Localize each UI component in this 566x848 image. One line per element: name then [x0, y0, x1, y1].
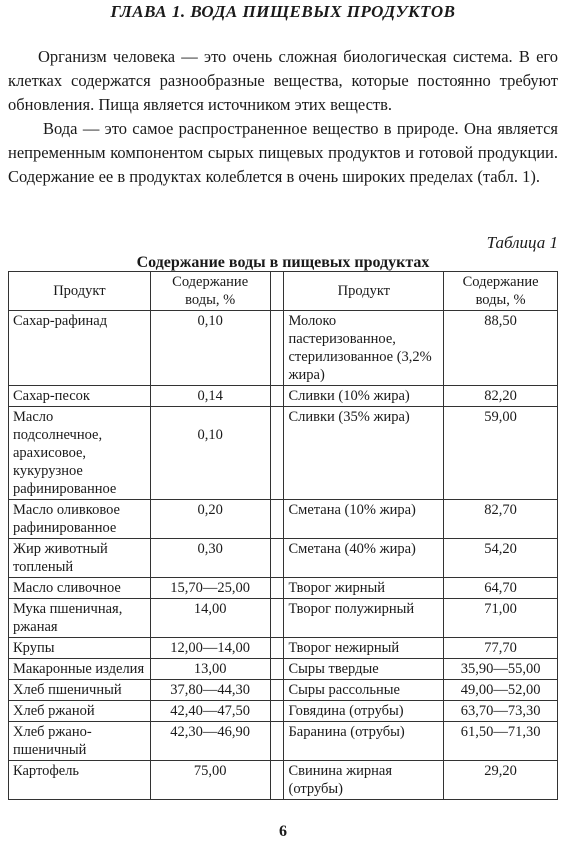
water-left-cell: 42,40—47,50	[150, 701, 270, 722]
water-left-cell: 0,10	[150, 407, 270, 500]
product-right-cell: Творог нежирный	[284, 638, 444, 659]
column-gap	[270, 578, 284, 599]
table-row	[9, 311, 558, 386]
column-gap	[270, 701, 284, 722]
water-left-cell: 42,30—46,90	[150, 722, 270, 761]
table-label: Таблица 1	[486, 233, 558, 252]
table-row	[9, 722, 558, 761]
water-left-cell: 12,00—14,00	[150, 638, 270, 659]
product-right-cell: Свинина жирная (отрубы)	[284, 761, 444, 800]
table-body	[9, 311, 558, 800]
column-gap	[270, 722, 284, 761]
water-left-cell: 0,30	[150, 539, 270, 578]
table-row	[9, 761, 558, 800]
product-right-cell: Сливки (10% жира)	[284, 386, 444, 407]
product-right-cell: Сливки (35% жира)	[284, 407, 444, 500]
column-gap	[270, 599, 284, 638]
water-right-cell: 35,90—55,00	[444, 659, 558, 680]
column-gap	[270, 539, 284, 578]
product-left-cell: Картофель	[9, 761, 151, 800]
water-right-cell: 64,70	[444, 578, 558, 599]
water-right-cell: 77,70	[444, 638, 558, 659]
water-right-cell: 88,50	[444, 311, 558, 386]
table-row	[9, 407, 558, 500]
product-right-cell: Баранина (отрубы)	[284, 722, 444, 761]
table-row	[9, 386, 558, 407]
column-gap	[270, 386, 284, 407]
header-product-right: Продукт	[284, 272, 444, 311]
water-left-cell: 14,00	[150, 599, 270, 638]
paragraph-intro: Организм человека — это очень сложная биологическая система. В его клетках содержатся разнообразные вещества, которые постоянно требуют обновления. Пища является источником этих веществ.	[8, 47, 558, 114]
header-water-left: Содержание воды, %	[150, 272, 270, 311]
product-left-cell: Крупы	[9, 638, 151, 659]
product-left-cell: Сахар-песок	[9, 386, 151, 407]
water-right-cell: 82,20	[444, 386, 558, 407]
table-row	[9, 578, 558, 599]
product-left-cell: Мука пшеничная, ржаная	[9, 599, 151, 638]
product-left-cell: Сахар-рафинад	[9, 311, 151, 386]
product-left-cell: Макаронные изделия	[9, 659, 151, 680]
column-gap	[270, 311, 284, 386]
water-right-cell: 63,70—73,30	[444, 701, 558, 722]
water-left-cell: 75,00	[150, 761, 270, 800]
table-row	[9, 539, 558, 578]
product-left-cell: Хлеб ржаной	[9, 701, 151, 722]
water-left-cell: 37,80—44,30	[150, 680, 270, 701]
water-right-cell: 54,20	[444, 539, 558, 578]
column-gap	[270, 638, 284, 659]
table-row	[9, 599, 558, 638]
table-row	[9, 659, 558, 680]
table-row	[9, 701, 558, 722]
product-left-cell: Масло подсолнечное, арахисовое, кукурузное рафинированное	[9, 407, 151, 500]
table-row	[9, 500, 558, 539]
product-left-cell: Масло оливковое рафинированное	[9, 500, 151, 539]
water-left-cell: 0,14	[150, 386, 270, 407]
header-product-left: Продукт	[9, 272, 151, 311]
water-right-cell: 71,00	[444, 599, 558, 638]
column-gap	[270, 761, 284, 800]
product-right-cell: Сыры рассольные	[284, 680, 444, 701]
table-row	[9, 680, 558, 701]
table-title: Содержание воды в пищевых продуктах	[136, 254, 430, 271]
column-gap	[270, 272, 284, 311]
column-gap	[270, 680, 284, 701]
water-content-table	[8, 271, 558, 800]
water-left-cell: 15,70—25,00	[150, 578, 270, 599]
water-left-cell: 0,10	[150, 311, 270, 386]
product-right-cell: Творог жирный	[284, 578, 444, 599]
product-right-cell: Сметана (10% жира)	[284, 500, 444, 539]
water-right-cell: 29,20	[444, 761, 558, 800]
water-right-cell: 61,50—71,30	[444, 722, 558, 761]
product-left-cell: Жир животный топленый	[9, 539, 151, 578]
page-number: 6	[279, 823, 287, 840]
water-right-cell: 59,00	[444, 407, 558, 500]
product-left-cell: Хлеб пшеничный	[9, 680, 151, 701]
product-right-cell: Сметана (40% жира)	[284, 539, 444, 578]
paragraph-water: Вода — это самое распространенное вещество в природе. Она является непременным компонентом сырых пищевых продуктов и готовой продукции. Содержание ее в продуктах колеблется в очень широких пределах (табл. 1).	[8, 119, 558, 186]
header-water-right: Содержание воды, %	[444, 272, 558, 311]
product-right-cell: Говядина (отрубы)	[284, 701, 444, 722]
chapter-title: ГЛАВА 1. ВОДА ПИЩЕВЫХ ПРОДУКТОВ	[110, 2, 456, 21]
column-gap	[270, 659, 284, 680]
product-left-cell: Хлеб ржано-пшеничный	[9, 722, 151, 761]
product-right-cell: Молоко пастеризованное, стерилизованное (3,2% жира)	[284, 311, 444, 386]
table-header-row	[9, 272, 558, 311]
product-right-cell: Творог полужирный	[284, 599, 444, 638]
column-gap	[270, 407, 284, 500]
product-right-cell: Сыры твердые	[284, 659, 444, 680]
water-left-cell: 0,20	[150, 500, 270, 539]
water-right-cell: 82,70	[444, 500, 558, 539]
water-left-cell: 13,00	[150, 659, 270, 680]
product-left-cell: Масло сливочное	[9, 578, 151, 599]
water-right-cell: 49,00—52,00	[444, 680, 558, 701]
column-gap	[270, 500, 284, 539]
table-row	[9, 638, 558, 659]
